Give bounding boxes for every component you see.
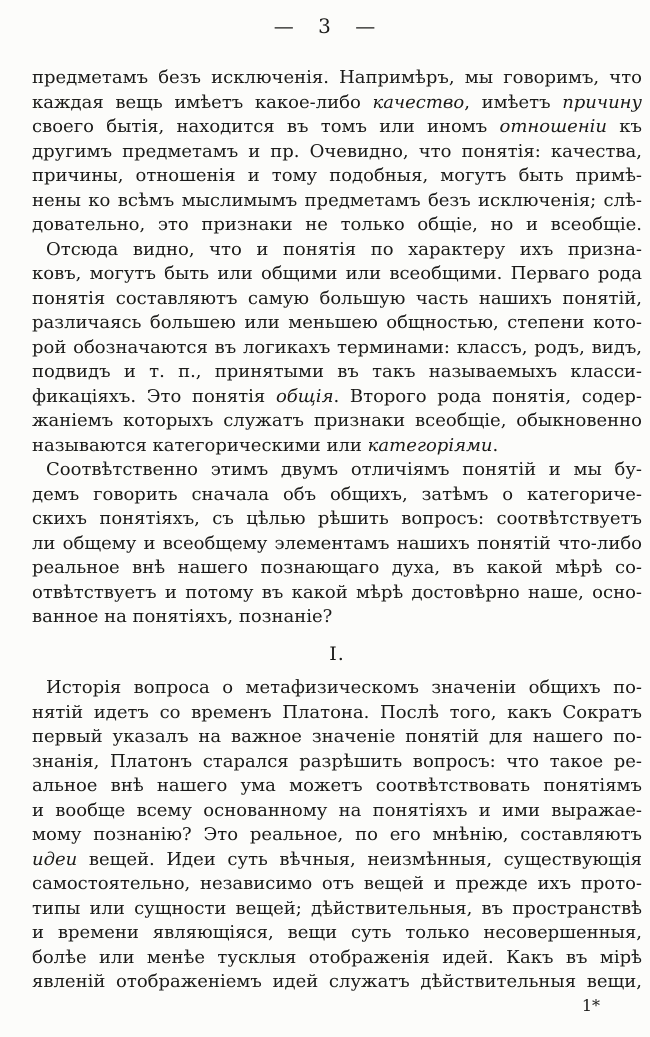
text-line (32, 946, 642, 971)
paragraph (32, 458, 642, 630)
italic-term: общія (275, 385, 334, 407)
text-segment: довательно, это признаки не только общіе, но и всеобщіе. (32, 214, 642, 235)
italic-term: идеи (32, 848, 78, 870)
text-line (32, 556, 642, 581)
text-line (32, 91, 642, 116)
text-segment: подвидъ и т. п., принятыми въ такъ называемыхъ класси- (32, 361, 642, 382)
text-segment: каждая вещь имѣетъ какое-либо (32, 91, 373, 113)
text-line (32, 434, 642, 459)
text-segment: и вообще всему основанному на понятіяхъ и ими выражае- (32, 799, 642, 821)
text-segment: явленій отображеніемъ идей служатъ дѣйствительныя вещи, (32, 971, 642, 992)
text-line (32, 725, 642, 750)
text-line (32, 336, 642, 361)
text-line (32, 823, 642, 848)
text-segment: отвѣтствуетъ и потому въ какой мѣрѣ достовѣрно наше, осно- (32, 581, 642, 603)
text-segment: . Второго рода понятія, содер- (333, 385, 643, 407)
text-segment: жаніемъ которыхъ служатъ признаки всеобщіе, обыкновенно (32, 410, 642, 431)
text-segment: мому познанію? Это реальное, по его мнѣнію, составляютъ (32, 824, 642, 845)
text-line (32, 581, 642, 606)
text-line (32, 140, 642, 165)
signature-mark: 1* (581, 996, 600, 1015)
text-segment: ванное на понятіяхъ, познаніе? (32, 606, 333, 627)
text-line (32, 921, 642, 946)
text-line (32, 458, 642, 483)
text-segment: Соотвѣтственно этимъ двумъ отличіямъ понятій и мы бу- (46, 459, 642, 480)
italic-term: причину (562, 91, 642, 113)
text-line (32, 970, 642, 995)
text-segment: нены ко всѣмъ мыслимымъ предметамъ безъ исключенія; слѣ- (32, 189, 642, 211)
paragraph (32, 238, 642, 459)
text-line (32, 848, 642, 873)
text-line (32, 213, 642, 238)
text-segment: демъ говорить сначала объ общихъ, затѣмъ о категориче- (32, 483, 642, 505)
text-line (32, 532, 642, 557)
text-segment: фикаціяхъ. Это понятія (32, 385, 276, 407)
text-segment: другимъ предметамъ и пр. Очевидно, что понятія: качества, (32, 140, 642, 162)
text-line (32, 605, 642, 630)
text-segment: Исторія вопроса о метафизическомъ значеніи общихъ по- (46, 677, 642, 698)
text-line (32, 189, 642, 214)
italic-term: отношеніи (499, 116, 608, 137)
page-number: — 3 — (273, 14, 377, 38)
text-line (32, 66, 642, 91)
text-segment: альное внѣ нашего ума можетъ соотвѣтствовать понятіямъ (32, 775, 642, 796)
text-line (32, 872, 642, 897)
text-segment: первый указалъ на важное значеніе понятій для нашего по- (32, 726, 642, 747)
text-line (32, 483, 642, 508)
text-segment: реальное внѣ нашего познающаго духа, въ какой мѣрѣ со- (32, 557, 642, 578)
text-segment: рой обозначаются въ логикахъ терминами: классъ, родъ, видъ, (32, 336, 642, 358)
text-segment: знанія, Платонъ старался разрѣшить вопросъ: что такое ре- (32, 750, 642, 772)
text-segment: называются категорическими или (32, 434, 368, 456)
text-segment: различаясь большею или меньшею общностью, степени кото- (32, 312, 642, 333)
text-segment: своего бытія, находится въ томъ или иномъ (32, 116, 500, 137)
text-segment: болѣе или менѣе тусклыя отображенія идей. Какъ въ мірѣ (32, 946, 642, 968)
text-line (32, 799, 642, 824)
text-segment: . (492, 434, 499, 456)
text-line (32, 115, 642, 140)
text-segment: нятій идетъ со временъ Платона. Послѣ того, какъ Сократъ (32, 701, 642, 723)
text-segment: Отсюда видно, что и понятія по характеру ихъ призна- (46, 238, 642, 260)
text-segment: понятія составляютъ самую большую часть нашихъ понятій, (32, 287, 642, 309)
text-line (32, 409, 642, 434)
text-line (32, 676, 642, 701)
text-segment: скихъ понятіяхъ, съ цѣлью рѣшить вопросъ: соотвѣтствуетъ (32, 508, 642, 529)
text-segment: типы или сущности вещей; дѣйствительныя, въ пространствѣ (32, 897, 642, 919)
page-text (32, 66, 642, 995)
text-line (32, 507, 642, 532)
text-segment: ли общему и всеобщему элементамъ нашихъ понятій что-либо (32, 532, 642, 554)
text-line (32, 360, 642, 385)
text-line (32, 164, 642, 189)
text-segment: самостоятельно, независимо отъ вещей и прежде ихъ прото- (32, 873, 642, 894)
text-segment: , имѣетъ (464, 91, 563, 113)
italic-term: качество (372, 91, 465, 113)
text-segment: причины, отношенія и тому подобныя, могутъ быть примѣ- (32, 165, 642, 186)
text-line (32, 701, 642, 726)
text-line (32, 385, 642, 410)
text-line (32, 750, 642, 775)
text-line (32, 311, 642, 336)
text-line (32, 897, 642, 922)
text-segment: и времени являющіяся, вещи суть только несовершенныя, (32, 922, 642, 943)
text-line (32, 238, 642, 263)
text-segment: къ (607, 116, 642, 137)
text-line (32, 262, 642, 287)
italic-term: категоріями (367, 434, 493, 456)
text-line (32, 774, 642, 799)
text-segment: ковъ, могутъ быть или общими или всеобщими. Перваго рода (32, 263, 642, 284)
text-segment: вещей. Идеи суть вѣчныя, неизмѣнныя, существующія (77, 848, 642, 870)
paragraph (32, 676, 642, 995)
text-segment: предметамъ безъ исключенія. Напримѣръ, мы говоримъ, что (32, 67, 642, 88)
paragraph (32, 66, 642, 238)
text-line (32, 287, 642, 312)
section-heading: I. (329, 642, 345, 665)
